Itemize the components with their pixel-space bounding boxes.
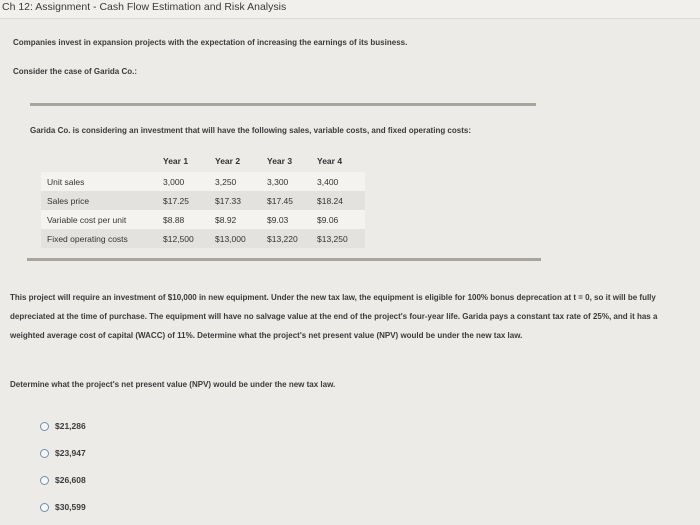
answer-option-label: $26,608: [55, 475, 86, 485]
row-label: Fixed operating costs: [41, 229, 163, 248]
table-intro-text: Garida Co. is considering an investment that will have the following sales, variable costs, and fixed operating costs:: [30, 126, 471, 135]
table-header-year-4: Year 4: [317, 156, 343, 166]
answer-option-1[interactable]: [40, 419, 86, 433]
table-row-sales-price: [41, 191, 365, 210]
answer-option-label: $23,947: [55, 448, 86, 458]
intro-text: Companies invest in expansion projects with the expectation of increasing the earnings of its business.: [13, 38, 408, 47]
page-title: Ch 12: Assignment - Cash Flow Estimation and Risk Analysis: [0, 0, 700, 19]
cost-table: [41, 154, 365, 248]
cell-value: $9.06: [317, 210, 365, 229]
radio-button-icon[interactable]: [40, 422, 49, 431]
answer-option-3[interactable]: [40, 473, 86, 487]
radio-button-icon[interactable]: [40, 503, 49, 512]
cell-value: $18.24: [317, 191, 365, 210]
cell-value: 3,300: [267, 172, 317, 191]
row-label: Variable cost per unit: [41, 210, 163, 229]
table-row-fixed-costs: [41, 229, 365, 248]
answer-option-label: $21,286: [55, 421, 86, 431]
table-row-variable-cost: [41, 210, 365, 229]
answer-option-4[interactable]: [40, 500, 86, 514]
question-text: Determine what the project's net present value (NPV) would be under the new tax law.: [10, 380, 336, 389]
section-divider-bottom: [27, 258, 541, 261]
row-label: Unit sales: [41, 172, 163, 191]
radio-button-icon[interactable]: [40, 476, 49, 485]
cell-value: $17.33: [215, 191, 267, 210]
row-label: Sales price: [41, 191, 163, 210]
cell-value: $17.25: [163, 191, 215, 210]
section-divider-top: [30, 103, 536, 106]
table-header-year-3: Year 3: [267, 156, 293, 166]
table-header-blank: [41, 154, 163, 172]
cell-value: $8.88: [163, 210, 215, 229]
cell-value: 3,400: [317, 172, 365, 191]
case-intro-text: Consider the case of Garida Co.:: [13, 67, 138, 76]
table-header-year-2: Year 2: [215, 156, 241, 166]
cell-value: $8.92: [215, 210, 267, 229]
cell-value: $13,000: [215, 229, 267, 248]
table-header-row: [41, 154, 365, 172]
table-row-unit-sales: [41, 172, 365, 191]
answer-option-2[interactable]: [40, 446, 86, 460]
cell-value: $12,500: [163, 229, 215, 248]
table-header-year-1: Year 1: [163, 156, 189, 166]
cell-value: 3,000: [163, 172, 215, 191]
radio-button-icon[interactable]: [40, 449, 49, 458]
cell-value: 3,250: [215, 172, 267, 191]
cell-value: $13,250: [317, 229, 365, 248]
cell-value: $17.45: [267, 191, 317, 210]
cell-value: $13,220: [267, 229, 317, 248]
cell-value: $9.03: [267, 210, 317, 229]
problem-description: This project will require an investment of $10,000 in new equipment. Under the new tax law, the equipment is eligible for 100% bonus deprecation at t = 0, so it will be fully depreciated at the time of purchase. The equipment will have no salvage value at the end of the project's four-year life. Garida pays a constant tax rate of 25%, and it has a weighted average cost of capital (WACC) of 11%. Determine what the project's net present value (NPV) would be under the new tax law.: [10, 293, 658, 340]
answer-option-label: $30,599: [55, 502, 86, 512]
